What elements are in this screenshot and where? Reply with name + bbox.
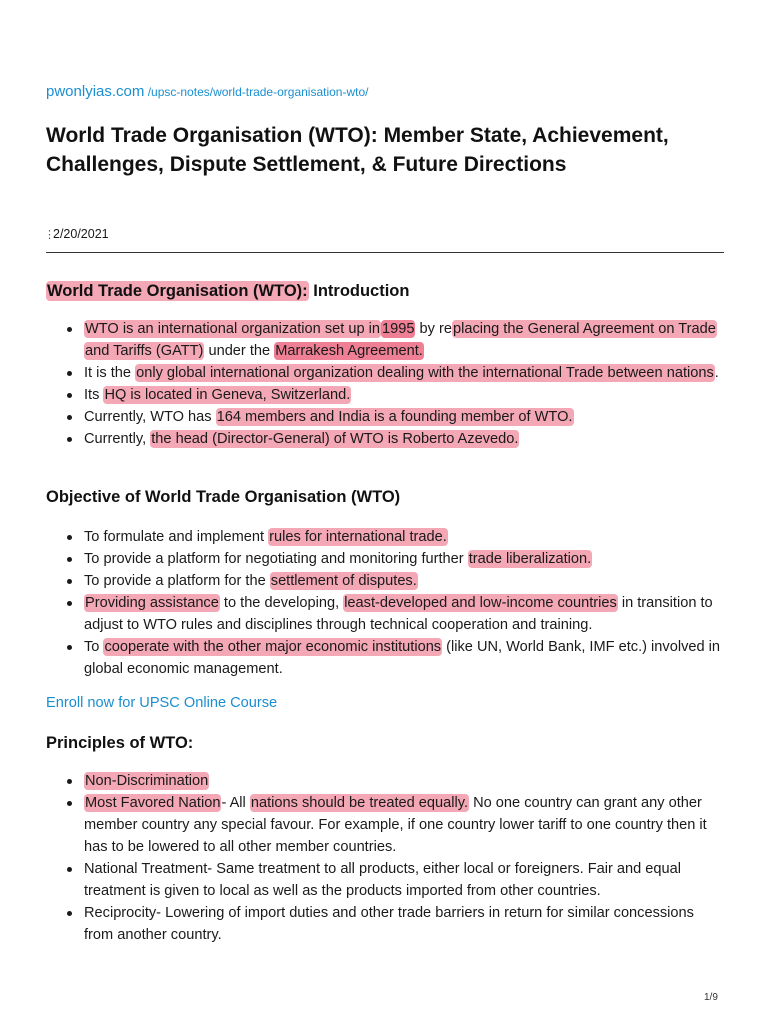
item-text: National Treatment- Same treatment to all products, either local or foreigners. Fair and equal treatment is given to local as well as the products imported from other countries.: [84, 861, 682, 899]
list-item: [46, 770, 724, 792]
page-number: 1/9: [704, 992, 718, 1003]
item-text: in transition to adjust to WTO rules and disciplines through technical cooperation and training.: [84, 595, 713, 633]
item-text: Currently, WTO has: [84, 409, 216, 425]
intro-heading-rest: Introduction: [308, 282, 410, 300]
list-item: [46, 384, 724, 406]
list-item: [46, 858, 724, 902]
source-domain-link[interactable]: pwonlyias.com: [46, 83, 145, 100]
date-row: [46, 227, 109, 241]
highlight-text: settlement of disputes.: [270, 573, 417, 589]
highlight-text: Non-Discrimination: [85, 773, 209, 789]
item-text: .: [714, 365, 719, 381]
list-item: [46, 570, 724, 592]
source-path-link[interactable]: /upsc-notes/world-trade-organisation-wto/: [144, 85, 369, 99]
intro-heading-highlight: World Trade Organisation (WTO):: [47, 282, 308, 300]
item-text: by re: [415, 321, 452, 337]
item-text: - All: [221, 795, 250, 811]
item-text: To formulate and implement: [84, 529, 269, 545]
item-text: (like UN, World Bank, IMF etc.) involved in global economic management.: [84, 639, 721, 677]
highlight-text: Providing assistance: [85, 595, 219, 611]
highlight-text: the head (Director-General) of WTO is Roberto Azevedo.: [151, 431, 519, 447]
highlight-text: rules for international trade.: [269, 529, 447, 545]
highlight-text: 1995: [382, 321, 415, 337]
list-item: [46, 902, 724, 946]
publish-date: 2/20/2021: [53, 227, 109, 241]
highlight-text: trade liberalization.: [468, 551, 592, 567]
highlight-text: HQ is located in Geneva, Switzerland.: [104, 387, 351, 403]
list-item: [46, 548, 724, 570]
list-item: [46, 362, 724, 384]
enroll-course-link[interactable]: Enroll now for UPSC Online Course: [46, 695, 278, 711]
highlight-text: Most Favored Nation: [85, 795, 221, 811]
item-text: to the developing,: [219, 595, 344, 611]
list-item: [46, 318, 724, 362]
highlight-text: 164 members and India is a founding member of WTO.: [216, 409, 573, 425]
item-text: Currently,: [84, 431, 151, 447]
intro-list: [46, 318, 724, 450]
item-text: No one country can grant any other member country any special favour. For example, if one country lower tariff to one country then it has to be lowered to all other member countries.: [84, 795, 707, 855]
item-text: It is the: [84, 365, 136, 381]
highlight-text: nations should be treated equally.: [250, 795, 469, 811]
list-item: [46, 428, 724, 450]
list-item: [46, 406, 724, 428]
item-text: Its: [84, 387, 104, 403]
item-text: To provide a platform for negotiating and monitoring further: [84, 551, 468, 567]
intro-heading: [46, 282, 409, 301]
clock-icon: ⋮: [44, 229, 55, 241]
source-url[interactable]: [46, 83, 368, 100]
list-item: [46, 636, 724, 680]
list-item: [46, 526, 724, 548]
principles-list: [46, 770, 724, 946]
item-text: Reciprocity- Lowering of import duties and other trade barriers in return for similar concessions from another country.: [84, 905, 694, 943]
item-text: To provide a platform for the: [84, 573, 270, 589]
objective-heading: Objective of World Trade Organisation (WTO): [46, 488, 401, 506]
highlight-text: cooperate with the other major economic institutions: [104, 639, 442, 655]
list-item: [46, 792, 724, 858]
item-text: To: [84, 639, 104, 655]
page-title: World Trade Organisation (WTO): Member State, Achievement, Challenges, Dispute Settlement, & Future Directions: [46, 124, 669, 176]
highlight-text: only global international organization dealing with the international Trade between nations: [136, 365, 714, 381]
list-item: [46, 592, 724, 636]
highlight-text: least-developed and low-income countries: [344, 595, 617, 611]
highlight-text: WTO is an international organization set up in: [85, 321, 381, 337]
highlight-text: placing the General Agreement on Trade and Tariffs (GATT): [85, 321, 716, 359]
objective-list: [46, 526, 724, 680]
item-text: under the: [204, 343, 275, 359]
divider: [46, 252, 724, 253]
highlight-text: Marrakesh Agreement.: [275, 343, 423, 359]
principles-heading: Principles of WTO:: [46, 734, 194, 752]
